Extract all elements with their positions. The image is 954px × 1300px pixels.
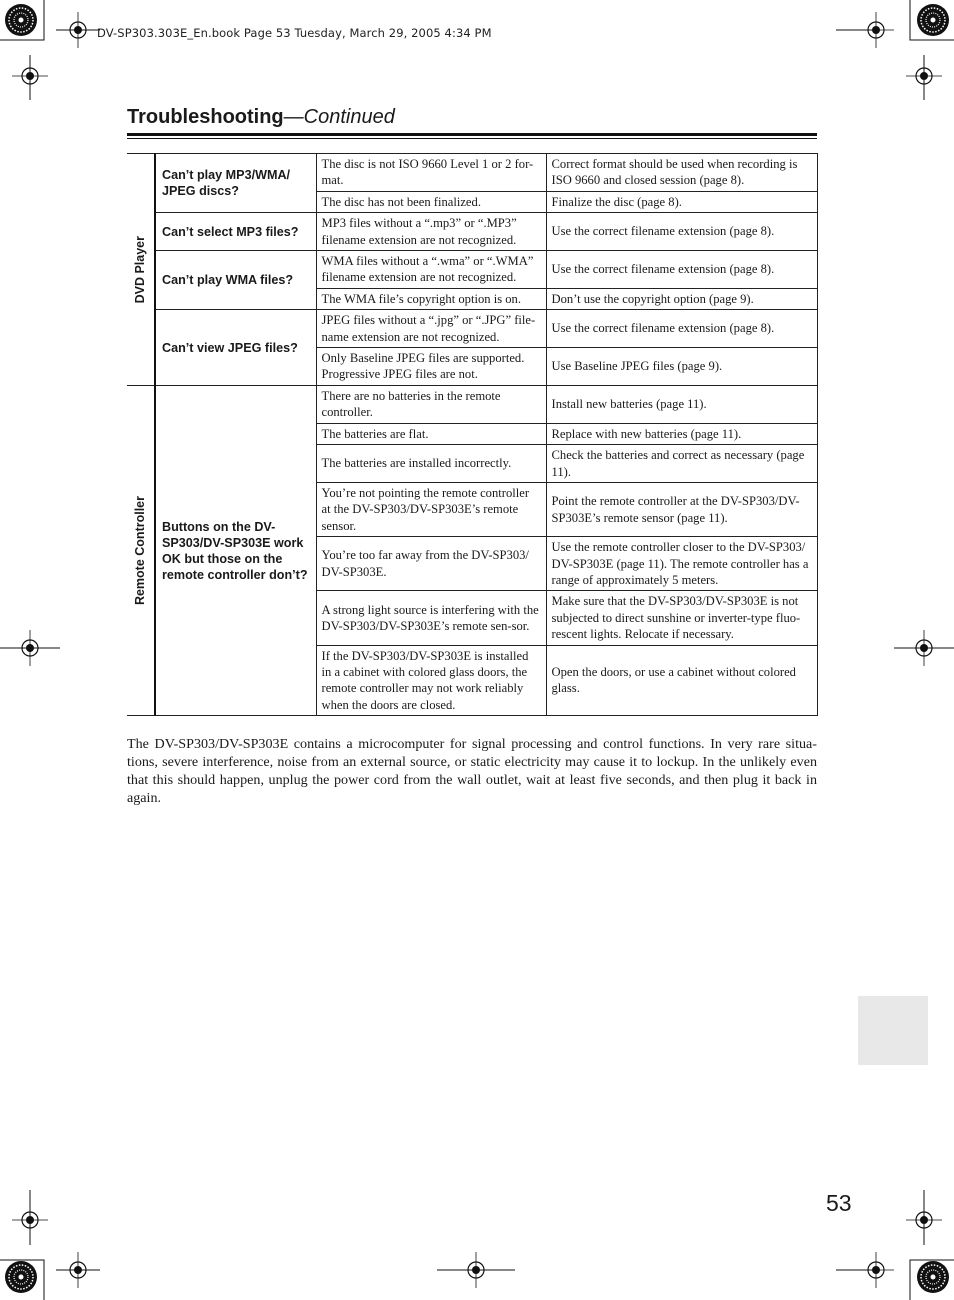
table-row [127,154,817,192]
cause-cell: The WMA file’s copyright option is on. [316,288,546,309]
table-row [127,310,817,348]
cause-cell: JPEG files without a “.jpg” or “.JPG” file-name extension are not recognized. [316,310,546,348]
remedy-cell: Use Baseline JPEG files (page 9). [546,348,817,386]
category-cell [127,154,155,386]
problem-cell: Can’t play MP3/WMA/ JPEG discs? [155,154,316,213]
remedy-cell: Correct format should be used when recording is ISO 9660 and closed session (page 8). [546,154,817,192]
remedy-cell: Use the remote controller closer to the DV-SP303/ DV-SP303E (page 11). The remote controller has a range of approximately 5 meters. [546,537,817,591]
category-cell [127,385,155,715]
title-main: Troubleshooting [127,106,284,128]
remedy-cell: Use the correct filename extension (page 8). [546,213,817,251]
table-row [127,385,817,423]
section-tab [858,996,928,1065]
table-row [127,251,817,289]
cause-cell: The batteries are flat. [316,423,546,444]
cause-cell: If the DV-SP303/DV-SP303E is installed in a cabinet with colored glass doors, the remote controller may not work reliably when the doors are closed. [316,645,546,716]
table-body [127,154,817,716]
remedy-cell: Replace with new batteries (page 11). [546,423,817,444]
troubleshooting-table [127,153,818,716]
remedy-cell: Check the batteries and correct as necessary (page 11). [546,445,817,483]
cause-cell: The disc has not been finalized. [316,191,546,212]
cause-cell: There are no batteries in the remote controller. [316,385,546,423]
microcomputer-note: The DV-SP303/DV-SP303E contains a microcomputer for signal processing and control functions. In very rare situa-tions, severe interference, noise from an external source, or static electricity may cause it to lockup. In the unlikely even that this should happen, unplug the power cord from the wall outlet, wait at least five seconds, and then plug it back in again. [127,736,817,806]
remedy-cell: Use the correct filename extension (page 8). [546,310,817,348]
cause-cell: You’re too far away from the DV-SP303/ DV-SP303E. [316,537,546,591]
title-continued: —Continued [283,106,395,128]
remedy-cell: Make sure that the DV-SP303/DV-SP303E is not subjected to direct sunshine or inverter-type fluo-rescent lights. Relocate if necessary. [546,591,817,645]
cause-cell: Only Baseline JPEG files are supported. Progressive JPEG files are not. [316,348,546,386]
category-label: Remote Controller [133,496,148,606]
cause-cell: You’re not pointing the remote controller at the DV-SP303/DV-SP303E’s remote sensor. [316,482,546,536]
cause-cell: WMA files without a “.wma” or “.WMA” filename extension are not recognized. [316,251,546,289]
problem-cell: Can’t play WMA files? [155,251,316,310]
problem-cell: Can’t select MP3 files? [155,213,316,251]
title-rule-thin [127,138,817,139]
page-number: 53 [826,1190,852,1216]
book-info-line: DV-SP303.303E_En.book Page 53 Tuesday, March 29, 2005 4:34 PM [97,26,492,40]
remedy-cell: Use the correct filename extension (page 8). [546,251,817,289]
remedy-cell: Don’t use the copyright option (page 9). [546,288,817,309]
page-title [127,106,395,129]
cause-cell: The batteries are installed incorrectly. [316,445,546,483]
cause-cell: The disc is not ISO 9660 Level 1 or 2 for-mat. [316,154,546,192]
table-row [127,213,817,251]
cause-cell: A strong light source is interfering with the DV-SP303/DV-SP303E’s remote sen-sor. [316,591,546,645]
remedy-cell: Open the doors, or use a cabinet without colored glass. [546,645,817,716]
remedy-cell: Finalize the disc (page 8). [546,191,817,212]
remedy-cell: Point the remote controller at the DV-SP303/DV-SP303E’s remote sensor (page 11). [546,482,817,536]
category-label: DVD Player [133,235,148,304]
problem-cell: Buttons on the DV-SP303/DV-SP303E work OK but those on the remote controller don’t? [155,385,316,715]
remedy-cell: Install new batteries (page 11). [546,385,817,423]
title-rule [127,133,817,136]
cause-cell: MP3 files without a “.mp3” or “.MP3” filename extension are not recognized. [316,213,546,251]
problem-cell: Can’t view JPEG files? [155,310,316,386]
